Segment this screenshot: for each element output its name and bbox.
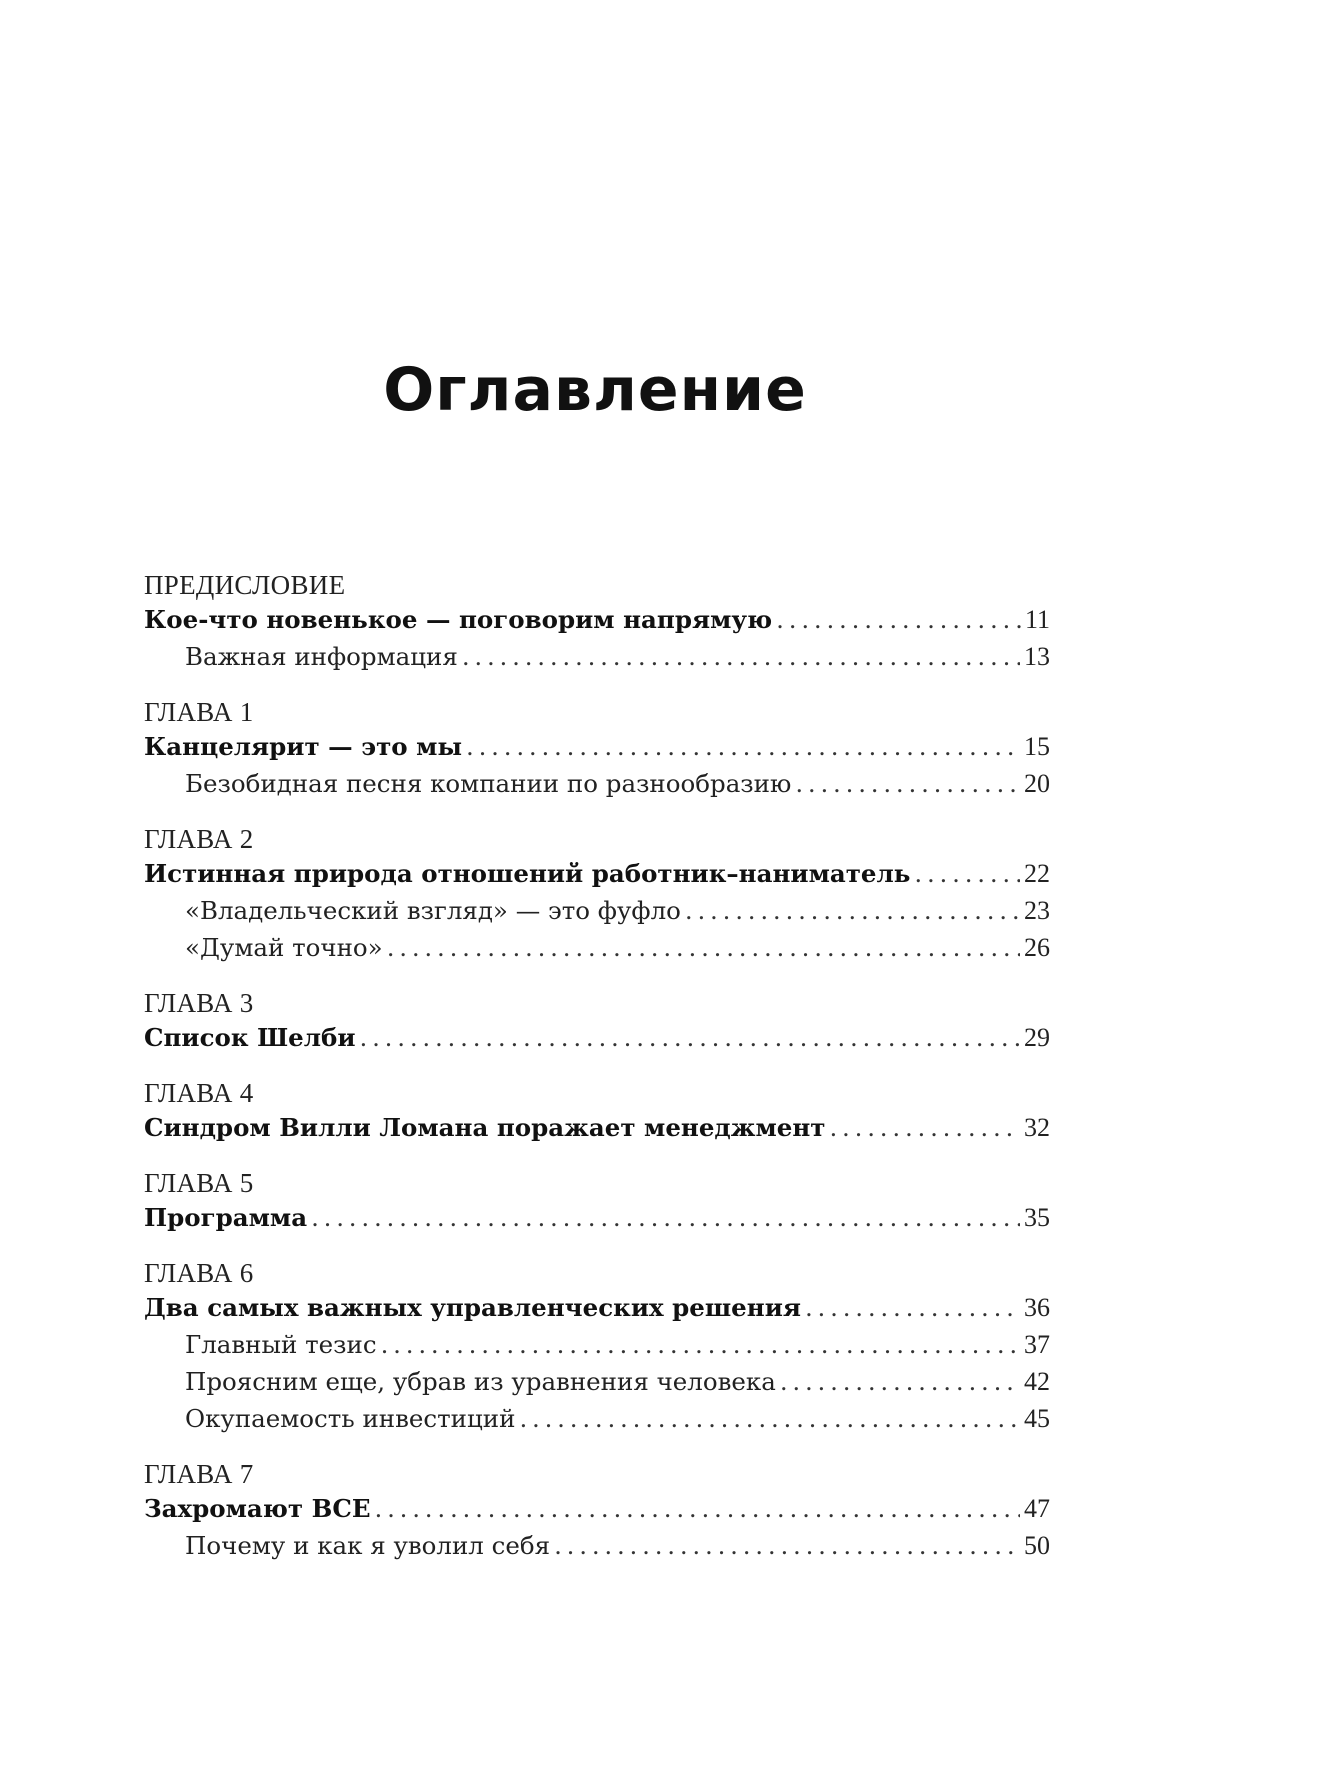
- toc-subsection-entry[interactable]: [144, 765, 1050, 802]
- dot-leader: [554, 1527, 1020, 1564]
- entry-title: Окупаемость инвестиций: [185, 1404, 516, 1433]
- toc-chapter-entry[interactable]: [144, 1289, 1050, 1326]
- toc-subsection-entry[interactable]: [144, 1527, 1050, 1564]
- toc-section: [144, 1459, 1050, 1564]
- toc-chapter-entry[interactable]: [144, 601, 1050, 638]
- section-label: ГЛАВА 5: [144, 1168, 254, 1198]
- dot-leader: [685, 892, 1020, 929]
- dot-leader: [829, 1109, 1020, 1146]
- entry-title: Важная информация: [185, 642, 458, 671]
- entry-title: «Владельческий взгляд» — это фуфло: [185, 896, 681, 925]
- dot-leader: [381, 1326, 1020, 1363]
- page-number: 29: [1024, 1023, 1050, 1052]
- section-label: ГЛАВА 2: [144, 824, 254, 854]
- entry-title: Проясним еще, убрав из уравнения человека: [185, 1367, 776, 1396]
- toc-subsection-entry[interactable]: [144, 892, 1050, 929]
- page-number: 13: [1024, 642, 1050, 671]
- dot-leader: [462, 638, 1020, 675]
- section-label: ГЛАВА 7: [144, 1459, 254, 1489]
- page-number: 15: [1024, 732, 1050, 761]
- section-label: ПРЕДИСЛОВИЕ: [144, 570, 346, 600]
- dot-leader: [780, 1363, 1020, 1400]
- toc-chapter-entry[interactable]: [144, 1019, 1050, 1056]
- entry-title: Главный тезис: [185, 1330, 377, 1359]
- section-label: ГЛАВА 3: [144, 988, 254, 1018]
- toc-section: [144, 1078, 1050, 1146]
- table-of-contents: [144, 570, 1050, 1586]
- toc-section: [144, 824, 1050, 966]
- entry-title: Программа: [144, 1203, 308, 1232]
- entry-title: Безобидная песня компании по разнообразию: [185, 769, 792, 798]
- page-number: 36: [1024, 1293, 1050, 1322]
- toc-chapter-entry[interactable]: [144, 1199, 1050, 1236]
- toc-chapter-entry[interactable]: [144, 1490, 1050, 1527]
- toc-section: [144, 1168, 1050, 1236]
- toc-chapter-entry[interactable]: [144, 855, 1050, 892]
- section-label: ГЛАВА 6: [144, 1258, 254, 1288]
- dot-leader: [360, 1019, 1020, 1056]
- toc-subsection-entry[interactable]: [144, 929, 1050, 966]
- toc-section: [144, 988, 1050, 1056]
- dot-leader: [387, 929, 1020, 966]
- page-title: Оглавление: [383, 355, 807, 425]
- entry-title: Канцелярит — это мы: [144, 732, 463, 761]
- dot-leader: [776, 601, 1021, 638]
- entry-title: Синдром Вилли Ломана поражает менеджмент: [144, 1113, 826, 1142]
- toc-section: [144, 1258, 1050, 1437]
- dot-leader: [375, 1490, 1021, 1527]
- entry-title: Кое-что новенькое — поговорим напрямую: [144, 605, 773, 634]
- entry-title: «Думай точно»: [185, 933, 383, 962]
- toc-chapter-entry[interactable]: [144, 728, 1050, 765]
- entry-title: Список Шелби: [144, 1023, 356, 1052]
- section-label: ГЛАВА 4: [144, 1078, 254, 1108]
- toc-subsection-entry[interactable]: [144, 1363, 1050, 1400]
- toc-chapter-entry[interactable]: [144, 1109, 1050, 1146]
- page-number: 20: [1024, 769, 1050, 798]
- dot-leader: [914, 855, 1020, 892]
- toc-subsection-entry[interactable]: [144, 638, 1050, 675]
- dot-leader: [805, 1289, 1020, 1326]
- toc-subsection-entry[interactable]: [144, 1400, 1050, 1437]
- page-number: 42: [1024, 1367, 1050, 1396]
- page-number: 22: [1024, 859, 1050, 888]
- dot-leader: [795, 765, 1020, 802]
- entry-title: Два самых важных управленческих решения: [144, 1293, 801, 1322]
- dot-leader: [311, 1199, 1020, 1236]
- page-number: 45: [1024, 1404, 1050, 1433]
- toc-section: [144, 697, 1050, 802]
- toc-subsection-entry[interactable]: [144, 1326, 1050, 1363]
- dot-leader: [466, 728, 1020, 765]
- section-label: ГЛАВА 1: [144, 697, 254, 727]
- page-number: 37: [1024, 1330, 1050, 1359]
- page-number: 11: [1024, 605, 1050, 634]
- entry-title: Почему и как я уволил себя: [185, 1531, 551, 1560]
- page-number: 23: [1024, 896, 1050, 925]
- page-number: 47: [1024, 1494, 1050, 1523]
- dot-leader: [519, 1400, 1020, 1437]
- entry-title: Истинная природа отношений работник–наниматель: [144, 859, 911, 888]
- page-number: 26: [1024, 933, 1050, 962]
- page-number: 32: [1024, 1113, 1050, 1142]
- page-number: 35: [1024, 1203, 1050, 1232]
- page-number: 50: [1024, 1531, 1050, 1560]
- entry-title: Захромают ВСЕ: [144, 1494, 371, 1523]
- toc-section: [144, 570, 1050, 675]
